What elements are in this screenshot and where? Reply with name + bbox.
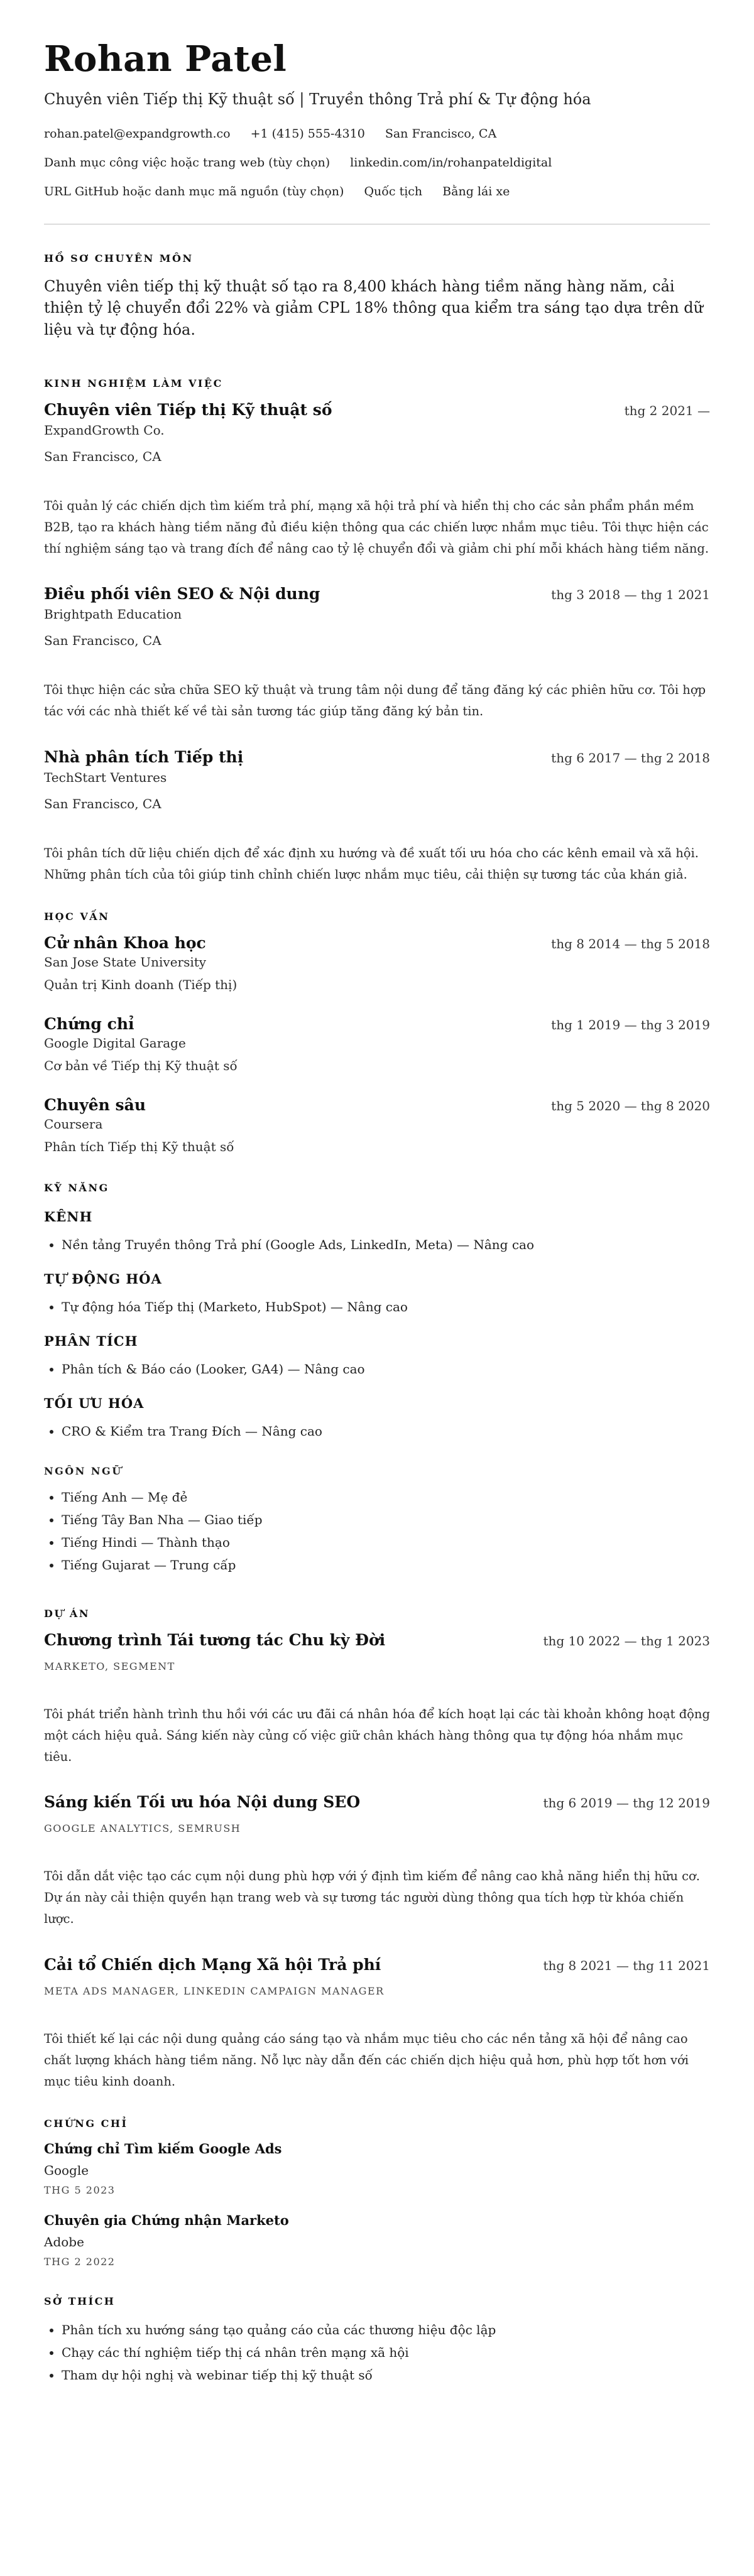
certification-date: THG 2 2022 (44, 2255, 116, 2268)
degree-title: Cử nhân Khoa học (44, 933, 206, 952)
degree-title: Chuyên sâu (44, 1095, 146, 1114)
project-tech: GOOGLE ANALYTICS, SEMRUSH (44, 1822, 241, 1835)
job-company: TechStart Ventures (44, 769, 167, 785)
skill-group-title: PHÂN TÍCH (44, 1333, 138, 1349)
degree-school: Google Digital Garage (44, 1035, 186, 1051)
experience-entry (44, 401, 710, 560)
certification-issuer: Adobe (44, 2234, 84, 2249)
interest-item: • Phân tích xu hướng sáng tạo quảng cáo của các thương hiệu độc lập (62, 2319, 710, 2341)
degree-title: Chứng chỉ (44, 1014, 134, 1033)
contact-github: URL GitHub hoặc danh mục mã nguồn (tùy chọn) (44, 184, 344, 198)
candidate-title: Chuyên viên Tiếp thị Kỹ thuật số | Truyền thông Trả phí & Tự động hóa (44, 90, 591, 108)
education-heading: HỌC VẤN (44, 910, 110, 923)
header-divider (44, 224, 710, 225)
degree-date: thg 5 2020 — thg 8 2020 (551, 1098, 710, 1113)
degree-school: San Jose State University (44, 954, 207, 970)
job-title: Nhà phân tích Tiếp thị (44, 747, 244, 766)
experience-section (44, 377, 710, 885)
skill-list (44, 1296, 710, 1318)
interests-heading: SỞ THÍCH (44, 2295, 116, 2307)
skill-list (44, 1233, 710, 1256)
job-description: Tôi phân tích dữ liệu chiến dịch để xác định xu hướng và đề xuất tối ưu hóa cho các kênh email và xã hội. Những phân tích của tôi giúp tinh chỉnh chiến lược nhắm mục tiêu, cải thiện sự tương tác của khán giả. (44, 845, 699, 882)
project-description: Tôi phát triển hành trình thu hồi với các ưu đãi cá nhân hóa để kích hoạt lại các tài khoản không hoạt động một cách hiệu quả. Sáng kiến này củng cố việc giữ chân khách hàng thông qua tự động hóa nhắm mục tiêu. (44, 1706, 710, 1765)
project-entry (44, 1956, 710, 2092)
project-entry (44, 1793, 710, 1930)
job-location: San Francisco, CA (44, 448, 161, 464)
certifications-heading: CHỨNG CHỈ (44, 2117, 128, 2130)
experience-entry (44, 585, 710, 722)
interests-section (44, 2295, 710, 2386)
education-section (44, 911, 710, 1154)
skill-group-title: TỰ ĐỘNG HÓA (44, 1270, 162, 1287)
skill-list (44, 1358, 710, 1380)
skill-group-title: TỐI ƯU HÓA (44, 1395, 145, 1411)
job-company: ExpandGrowth Co. (44, 422, 165, 438)
job-title: Chuyên viên Tiếp thị Kỹ thuật số (44, 400, 332, 419)
degree-date: thg 8 2014 — thg 5 2018 (551, 936, 710, 951)
certification-date: THG 5 2023 (44, 2184, 116, 2196)
skills-heading: KỸ NĂNG (44, 1181, 109, 1194)
certification-issuer: Google (44, 2162, 89, 2178)
project-date: thg 6 2019 — thg 12 2019 (543, 1795, 710, 1811)
experience-entry (44, 748, 710, 885)
skills-section (44, 1182, 710, 1576)
contact-row-1 (44, 127, 710, 141)
project-date: thg 10 2022 — thg 1 2023 (543, 1633, 710, 1648)
contact-linkedin[interactable]: linkedin.com/in/rohanpateldigital (350, 155, 552, 170)
language-item: • Tiếng Anh — Mẹ đẻ (62, 1486, 710, 1508)
certification-entry (44, 2212, 710, 2268)
job-location: San Francisco, CA (44, 633, 161, 649)
interest-item: • Chạy các thí nghiệm tiếp thị cá nhân trên mạng xã hội (62, 2341, 710, 2364)
contact-row-2 (44, 156, 710, 170)
certification-entry (44, 2141, 710, 2196)
education-entry (44, 1015, 710, 1073)
summary-text: Chuyên viên tiếp thị kỹ thuật số tạo ra 8,400 khách hàng tiềm năng hàng năm, cải thiện tỷ lệ chuyển đổi 22% và giảm CPL 18% thông qua kiểm tra sáng tạo dựa trên dữ liệu và tự động hóa. (44, 277, 704, 339)
project-date: thg 8 2021 — thg 11 2021 (543, 1957, 710, 1973)
language-item: • Tiếng Hindi — Thành thạo (62, 1531, 710, 1554)
job-date: thg 6 2017 — thg 2 2018 (551, 750, 710, 766)
contact-email[interactable]: rohan.patel@expandgrowth.co (44, 126, 231, 141)
education-entry (44, 1096, 710, 1154)
degree-school: Coursera (44, 1116, 103, 1132)
interest-list (44, 2319, 710, 2386)
project-title: Chương trình Tái tương tác Chu kỳ Đời (44, 1630, 386, 1649)
project-description: Tôi dẫn dắt việc tạo các cụm nội dung phù hợp với ý định tìm kiếm để nâng cao khả năng hiển thị hữu cơ. Dự án này cải thiện quyền hạn trang web và sự tương tác người dùng thông qua tích hợp từ khóa chiến lược. (44, 1869, 700, 1927)
contact-phone: +1 (415) 555-4310 (250, 126, 365, 141)
project-description: Tôi thiết kế lại các nội dung quảng cáo sáng tạo và nhắm mục tiêu cho các nền tảng xã hội để nâng cao chất lượng khách hàng tiềm năng. Nỗ lực này dẫn đến các chiến dịch hiệu quả hơn, phù hợp tốt hơn với mục tiêu kinh doanh. (44, 2031, 689, 2089)
job-company: Brightpath Education (44, 607, 182, 622)
resume-header (44, 40, 710, 198)
projects-section (44, 1608, 710, 2092)
language-list (44, 1486, 710, 1576)
project-title: Sáng kiến Tối ưu hóa Nội dung SEO (44, 1793, 361, 1812)
language-item: • Tiếng Gujarat — Trung cấp (62, 1554, 710, 1576)
job-title: Điều phối viên SEO & Nội dung (44, 585, 320, 603)
education-entry (44, 934, 710, 992)
summary-section (44, 252, 710, 341)
language-item: • Tiếng Tây Ban Nha — Giao tiếp (62, 1508, 710, 1531)
certification-name: Chuyên gia Chứng nhận Marketo (44, 2212, 289, 2228)
degree-date: thg 1 2019 — thg 3 2019 (551, 1017, 710, 1032)
languages-heading: NGÔN NGỮ (44, 1464, 123, 1477)
contact-driving-license: Bằng lái xe (442, 184, 510, 198)
degree-field: Cơ bản về Tiếp thị Kỹ thuật số (44, 1058, 238, 1073)
skill-item: • Phân tích & Báo cáo (Looker, GA4) — Nâng cao (62, 1358, 710, 1380)
contact-row-3 (44, 185, 710, 198)
skill-item: • CRO & Kiểm tra Trang Đích — Nâng cao (62, 1420, 710, 1442)
candidate-name: Rohan Patel (44, 38, 287, 80)
project-title: Cải tổ Chiến dịch Mạng Xã hội Trả phí (44, 1955, 381, 1974)
degree-field: Phân tích Tiếp thị Kỹ thuật số (44, 1139, 234, 1154)
job-location: San Francisco, CA (44, 796, 161, 811)
interest-item: • Tham dự hội nghị và webinar tiếp thị kỹ thuật số (62, 2364, 710, 2386)
job-description: Tôi quản lý các chiến dịch tìm kiếm trả phí, mạng xã hội trả phí và hiển thị cho các sản phẩm phần mềm B2B, tạo ra khách hàng tiềm năng đủ điều kiện thông qua các chiến lược nhắm mục tiêu. Tôi thực hiện các thí nghiệm sáng tạo và trang đích để nâng cao tỷ lệ chuyển đổi và giảm chi phí mỗi khách hàng tiềm năng. (44, 498, 709, 556)
skill-item: • Nền tảng Truyền thông Trả phí (Google Ads, LinkedIn, Meta) — Nâng cao (62, 1233, 710, 1256)
projects-heading: DỰ ÁN (44, 1607, 90, 1620)
project-tech: META ADS MANAGER, LINKEDIN CAMPAIGN MANAGER (44, 1984, 385, 1997)
project-entry (44, 1631, 710, 1768)
experience-heading: KINH NGHIỆM LÀM VIỆC (44, 377, 223, 389)
contact-location: San Francisco, CA (385, 126, 497, 141)
skill-item: • Tự động hóa Tiếp thị (Marketo, HubSpot) — Nâng cao (62, 1296, 710, 1318)
contact-portfolio: Danh mục công việc hoặc trang web (tùy chọn) (44, 155, 331, 170)
summary-heading: HỒ SƠ CHUYÊN MÔN (44, 252, 194, 264)
project-tech: MARKETO, SEGMENT (44, 1660, 175, 1672)
contact-nationality: Quốc tịch (364, 184, 423, 198)
certifications-section (44, 2118, 710, 2268)
job-date: thg 3 2018 — thg 1 2021 (551, 587, 710, 603)
degree-field: Quản trị Kinh doanh (Tiếp thị) (44, 977, 238, 992)
certification-name: Chứng chỉ Tìm kiếm Google Ads (44, 2140, 282, 2157)
job-description: Tôi thực hiện các sửa chữa SEO kỹ thuật và trung tâm nội dung để tăng đăng ký các phiên hữu cơ. Tôi hợp tác với các nhà thiết kế về tài sản tương tác giúp tăng đăng ký bản tin. (44, 683, 706, 719)
skill-group-title: KÊNH (44, 1208, 93, 1225)
job-date: thg 2 2021 — (624, 403, 710, 418)
skill-list (44, 1420, 710, 1442)
